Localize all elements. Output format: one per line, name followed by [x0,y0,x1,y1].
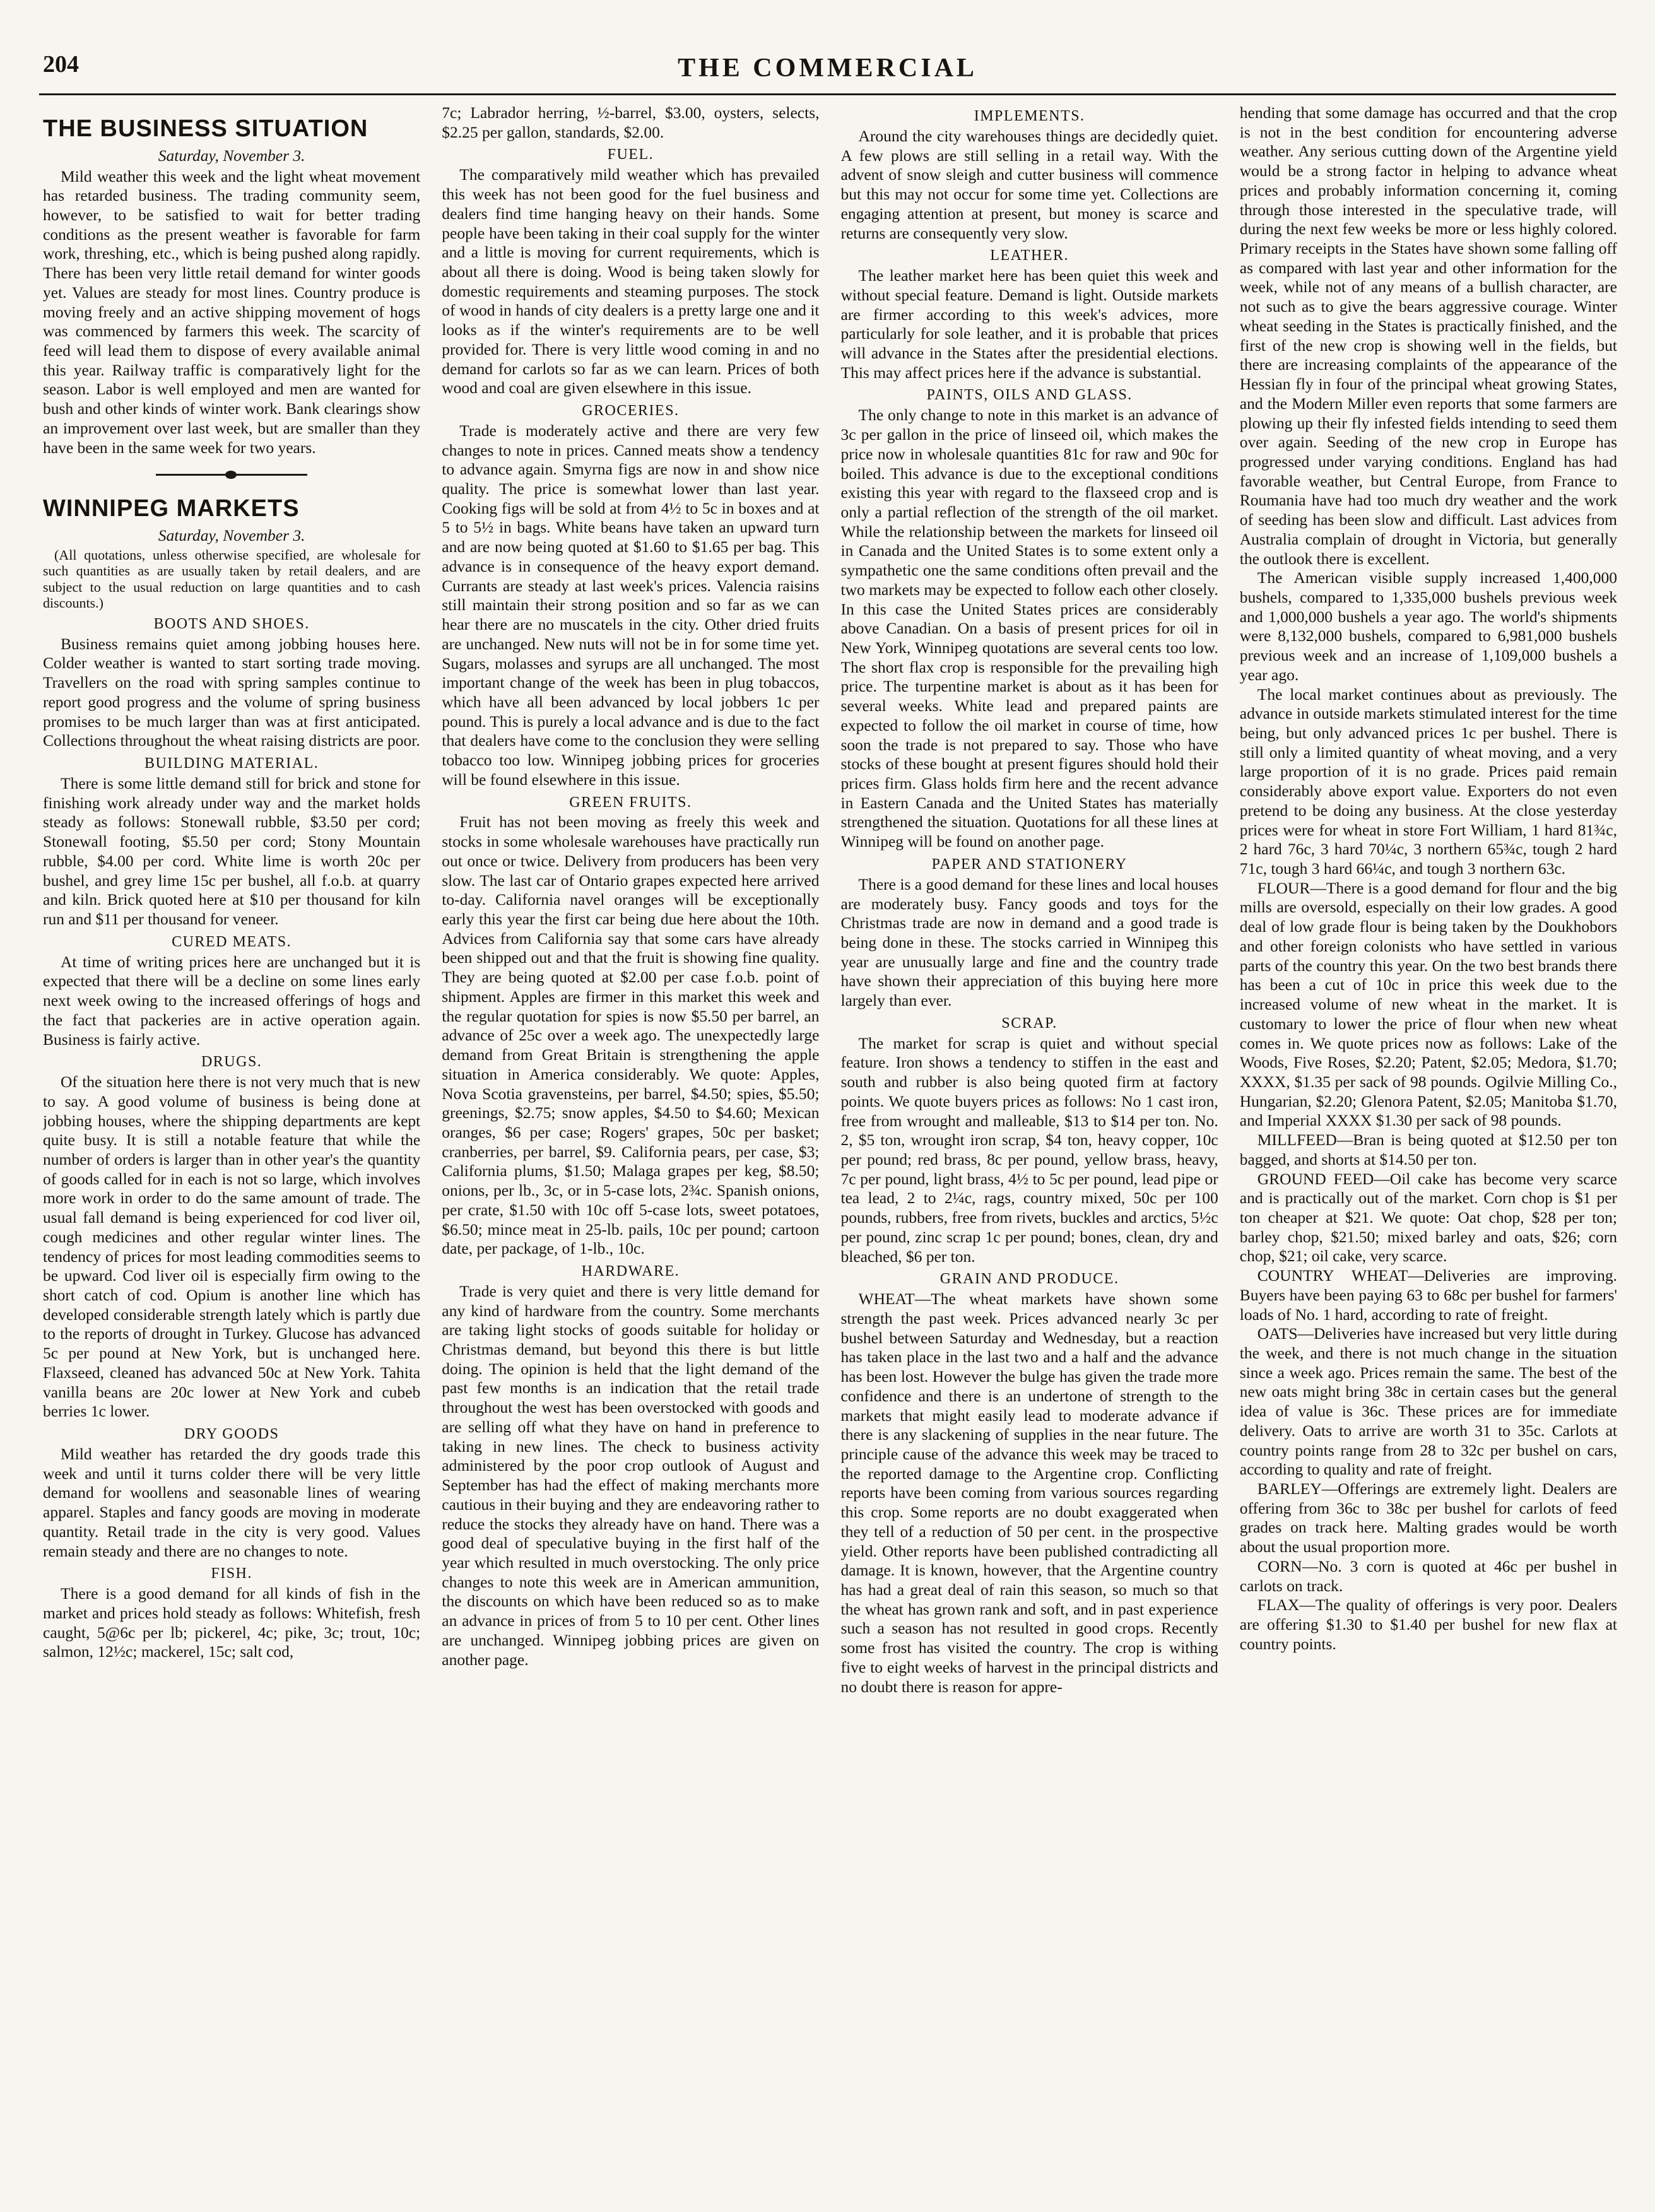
wheat-body-continued: hending that some damage has occurred and that the crop is not in the best condition for encountering adverse weather. Any serious cutting down of the Argentine yield would be a strong factor in helping to advance wheat prices and probably information concerning it, coming through those interested in the speculative trade, will during the next few weeks be more or less highly colored. Primary receipts in the States have shown some falling off as compared with last year and other information for the week, while not of any means of a bullish character, are not such as to give the bears aggressive courage. Winter wheat seeding in the States is practically finished, and the first of the new crop is showing well in the fields, but there are increasing complaints of the appearance of the Hessian fly in four of the principal wheat growing States, and the Modern Miller even reports that some farmers are plowing up their fly infested fields intending to seed them over again. Seeding of the new crop in Europe has progressed under varying conditions. England has had favorable weather, but Central Europe, from France to Roumania have had too much dry weather and the work of seeding has been slow and difficult. Last advices from Australia complain of drought in Victoria, but generally the outlook there is excellent. [1239,103,1617,568]
ground-feed-paragraph: GROUND FEED—Oil cake has become very scarce and is practically out of the market. Corn chop is $1 per ton cheaper at $21. We quote: Oat chop, $28 per ton; barley chop, $21.50; mixed barley and oats, $26; corn chop, $21; oil cake, very scarce. [1239,1169,1617,1266]
business-situation-body: Mild weather this week and the light wheat movement has retarded business. The trading community seem, however, to be satisfied to wait for better trading conditions as the present weather is favorable for farm work, threshing, etc., which is being pushed along rapidly. There has been very little retail demand for winter goods yet. Values are steady for most lines. Country produce is moving freely and an active shipping movement of hogs was commenced by farmers this week. The scarcity of feed will lead them to dispose of every available animal this year. Railway traffic is comparatively light for the season. Labor is well employed and men are wanted for bush and other kinds of winter work. Bank clearings show an improvement over last week, but are smaller than they have been in the same week for two years. [43,167,421,457]
paper-body: There is a good demand for these lines and local houses are moderately busy. Fancy goods and toys for the Christmas trade are now in demand and a good trade is being done in these. The stocks carried in Winnipeg this year are unusually large and fine and the country trade have shown their appreciation of this buying here more largely than ever. [840,874,1218,1010]
section-heading-paints: PAINTS, OILS AND GLASS. [926,387,1133,404]
section-heading-paper: PAPER AND STATIONERY [931,856,1128,873]
wheat-body: WHEAT—The wheat markets have shown some strength the past week. Prices advanced nearly 3c per bushel between Saturday and Wednesday, but a reaction has taken place in the last two and a half and the advance has been lost. However the bulge has given the trade more confidence and there is an undertone of strength to the markets that might easily lead to moderate advance if there is any slackening of supplies in the near future. The principle cause of the advance this week may be traced to the reported damage to the Argentine crop. Conflicting reports have been coming from various sources regarding this crop. Some reports are no doubt exaggerated when they tell of a reduction of 50 per cent. in the prospective yield. Other reports have been published contradicting all damage. It is known, however, that the Argentine country has had a great deal of rain this season, so much so that the wheat has grown rank and soft, and in past experience such a season has not resulted in good crops. Recently some frost has visited the country. The crop is withing five to eight weeks of harvest in the principal districts and no doubt there is reason for appre- [840,1290,1218,1696]
section-heading-green-fruits: GREEN FRUITS. [569,794,692,811]
fuel-body: The comparatively mild weather which has prevailed this week has not been good for the fuel business and dealers find time hanging heavy on their hands. Some people have been taking in their coal supply for the winter and a little is moving for current requirements, which is about all there is doing. Wood is being taken slowly for domestic requirements and steaming purposes. The stock of wood in hands of city dealers is a pretty large one and it looks as if the winter's requirements are to be well provided for. There is very little wood coming in and no demand for carlots so far as we can learn. Prices of both wood and coal are given elsewhere in this issue. [442,165,820,397]
winnipeg-markets-headline: WINNIPEG MARKETS [43,495,300,522]
cured-meats-body: At time of writing prices here are unchanged but it is expected that there will be a decline on some lines early next week owing to the increased offerings of hogs and the fact that packeries are in active operation again. Business is fairly active. [43,952,421,1049]
fish-body: There is a good demand for all kinds of fish in the market and prices hold steady as follows: Whitefish, fresh caught, 5@6c per lb; pickerel, 4c; pike, 3c; trout, 10c; salmon, 12½c; mackerel, 15c; salt cod, [43,1584,421,1661]
section-heading-scrap: SCRAP. [1001,1015,1057,1032]
winnipeg-markets-date: Saturday, November 3. [158,526,305,545]
section-heading-leather: LEATHER. [990,247,1069,264]
dry-goods-body: Mild weather has retarded the dry goods trade this week and until it turns colder there will be very little demand for woollens and seasonable lines of wearing apparel. Staples and fancy goods are moving in moderate quantity. Retail trade in the city is very good. Values remain steady and there are no changes to note. [43,1444,421,1560]
column-4 [1240,103,1617,2186]
scrap-body: The market for scrap is quiet and without special feature. Iron shows a tendency to stiffen in the east and south and rubber is also being quoted firm at factory points. We quote buyers prices as follows: No 1 cast iron, free from wrought and malleable, $13 to $14 per ton. No. 2, $5 ton, wrought iron scrap, $4 ton, heavy copper, 10c per pound; red brass, 8c per pound, yellow brass, heavy, 7c per pound, light brass, 4½ to 5c per pound, lead pipe or tea lead, 2 to 2¼c, rags, country mixed, 50c per 100 pounds, rubbers, free from rivets, buckles and arctics, 5½c per pound, zinc scrap 1c per pound; bones, clean, dry and bleached, $6 per ton. [840,1033,1218,1266]
article-columns [43,103,1617,2186]
section-heading-dry-goods: DRY GOODS [184,1426,280,1443]
column-2 [442,103,819,2186]
quotations-note: (All quotations, unless otherwise specified, are wholesale for such quantities as are usually taken by retail dealers, and are subject to the usual reduction on large quantities and to cash discounts.) [43,546,421,611]
masthead-rule [39,93,1616,95]
business-situation-headline: THE BUSINESS SITUATION [43,115,368,142]
section-heading-cured-meats: CURED MEATS. [172,933,292,950]
flour-paragraph: FLOUR—There is a good demand for flour and the big mills are oversold, especially on their low grades. A good deal of low grade flour is being taken by the Doukhobors and other foreign colonists who have settled in various parts of the country this year. On the two best brands there has been a cut of 10c in price this week due to the increased volume of new wheat in the market. It is customary to lower the price of flour when new wheat comes in. We quote prices now as follows: Lake of the Woods, Five Roses, $2.20; Patent, $2.05; Medora, $1.70; XXXX, $1.35 per sack of 98 pounds. Ogilvie Milling Co., Hungarian, $2.20; Glenora Patent, $2.05; Manitoba $1.70, and Imperial XXXX $1.30 per sack of 98 pounds. [1239,878,1617,1130]
oats-paragraph: OATS—Deliveries have increased but very little during the week, and there is not much change in the situation since a week ago. Prices remain the same. The best of the new oats might bring 38c in certain cases but the general idea of value is 36c. These prices are for immediate delivery. Oats to arrive are worth 31 to 35c. Carlots at country points range from 28 to 32c per bushel on cars, according to quality and rate of freight. [1239,1324,1617,1479]
fish-body-continued: 7c; Labrador herring, ½-barrel, $3.00, oysters, selects, $2.25 per gallon, standards, $2.00. [442,103,820,141]
flax-paragraph: FLAX—The quality of offerings is very poor. Dealers are offering $1.30 to $1.40 per bushel for new flax at country points. [1239,1596,1617,1653]
paints-body: The only change to note in this market is an advance of 3c per gallon in the price of linseed oil, which makes the price now in wholesale quantities 81c for raw and 90c for boiled. This advance is due to the exceptional conditions existing this year with regard to the flaxseed crop and is only a partial reflection of the strength of the oil market. While the relationship between the markets for linseed oil in Canada and the United States is to some extent only a sympathetic one the same conditions often prevail and the two markets may be expected to follow each other closely. In this case the United States prices are considerably above Canadian. On a basis of present prices for oil in New York, Winnipeg quotations are several cents too low. The short flax crop is responsible for the prevailing high price. The turpentine market is about as it has been for several weeks. White lead and prepared paints are expected to follow the oil market in course of time, how soon the trade is not prepared to say. Those who have stocks of these bought at present figures should hold their prices firm. Glass holds firm here and the recent advance in Eastern Canada and the United States has materially strengthened the situation. Quotations for all these lines at Winnipeg will be found on another page. [840,406,1218,851]
leather-body: The leather market here has been quiet this week and without special feature. Demand is light. Outside markets are firmer according to this week's advices, more particularly for sole leather, and it is probable that prices will advance in the States after the presidential elections. This may affect prices here if the advance is substantial. [840,266,1218,382]
section-heading-hardware: HARDWARE. [581,1262,680,1280]
visible-supply-paragraph: The American visible supply increased 1,400,000 bushels, compared to 1,335,000 bushels previous week and 1,000,000 bushels a year ago. The world's shipments were 8,132,000 bushels, compared to 6,981,000 bushels previous week and an increase of 1,109,000 bushels a year ago. [1239,568,1617,684]
business-situation-date: Saturday, November 3. [158,146,305,165]
drugs-body: Of the situation here there is not very much that is new to say. A good volume of business is being done at jobbing houses, where the shipping departments are kept quite busy. It is still a notable feature that while the number of orders is larger than in other year's the quantity of goods called for in each is not so large, which involves more work in order to do the same amount of trade. The usual fall demand is being experienced for cod liver oil, cough medicines and other regular winter lines. The tendency of prices for most leading commodities seems to be upward. Cod liver oil is especially firm owing to the short catch of cod. Opium is another line which has developed considerable strength lately which is partly due to the reports of drought in Turkey. Glucose has advanced 5c per pound at New York, but is unchanged here. Flaxseed, cleaned has advanced 50c at New York. Tahita vanilla beans are 20c lower at New York and cubeb berries 1c lower. [43,1073,421,1421]
green-fruits-body: Fruit has not been moving as freely this week and stocks in some wholesale warehouses have practically run out once or twice. Delivery from producers has been very slow. The last car of Ontario grapes expected here arrived to-day. California navel oranges will be exceptionally early this year the first car being due here about the 10th. Advices from California say that some cars have already been shipped out and that the fruit is showing fine quality. They are being quoted at $2.00 per case f.o.b. point of shipment. Apples are firmer in this market this week and the regular quotation for spies is now $5.50 per barrel, an advance of 25c over a week ago. The unexpectedly large demand from Great Britain is strengthening the apple situation in America considerably. We quote: Apples, Nova Scotia gravensteins, per barrel, $4.50; spies, $5.50; greenings, $2.75; snow apples, $4.50 to $4.60; Mexican oranges, $6 per case; Rogers' grapes, 50c per basket; cranberries, per barrel, $9. California pears, per case, $3; California plums, $1.50; Malaga grapes per keg, $8.50; onions, per lb., 3c, or in 5-case lots, 2¾c. Spanish onions, per crate, $1.50 with 10c off 5-case lots, sweet potatoes, $6.50; mince meat in 25-lb. pails, 10c per pound; cartoon date, per package, of 1-lb., 10c. [442,813,820,1258]
column-3 [841,103,1218,2186]
section-heading-building: BUILDING MATERIAL. [144,755,319,772]
corn-paragraph: CORN—No. 3 corn is quoted at 46c per bushel in carlots on track. [1239,1556,1617,1595]
boots-body: Business remains quiet among jobbing houses here. Colder weather is wanted to start sorting trade moving. Travellers on the road with spring samples continue to report good progress and the volume of spring business promises to be much larger than was at first anticipated. Collections throughout the wheat raising districts are poor. [43,634,421,750]
section-divider [156,474,307,476]
implements-body: Around the city warehouses things are decidedly quiet. A few plows are still selling in a retail way. With the advent of snow sleigh and cutter business will commence but this may not occur for some time yet. Collections are engaging attention at present, but money is scarce and returns are consequently very slow. [840,126,1218,242]
section-heading-fuel: FUEL. [607,146,654,163]
country-wheat-paragraph: COUNTRY WHEAT—Deliveries are improving. Buyers have been paying 63 to 68c per bushel for farmers' loads of No. 1 hard, according to rate of freight. [1239,1266,1617,1324]
local-market-paragraph: The local market continues about as previously. The advance in outside markets stimulated interest for the time being, but only advanced prices 1c per bushel. There is still only a limited quantity of wheat moving, and a very large proportion of it is no grade. Prices paid remain considerably above export value. Exporters do not even pretend to be doing any business. At the close yesterday prices were for wheat in store Fort William, 1 hard 81¾c, 2 hard 76c, 3 hard 70¼c, 3 northern 65¾c, tough 2 hard 71c, tough 3 hard 66¼c, and tough 3 northern 63c. [1239,685,1617,878]
groceries-body: Trade is moderately active and there are very few changes to note in prices. Canned meats show a tendency to advance again. Smyrna figs are now in and show nice quality. The price is somewhat lower than last year. Cooking figs will be sold at from 4½ to 5c in boxes and at 5 to 5½ in bags. White beans have taken an upward turn and are now being quoted at $1.60 to $1.65 per bag. This advance is in consequence of the heavy export demand. Currants are steady at last week's prices. Valencia raisins still maintain their strong position and so far as we can hear there are no muscatels in the city. Other dried fruits are unchanged. New nuts will not be in for some time yet. Sugars, molasses and syrups are all unchanged. The most important change of the week has been in plug tobaccos, which have all been advanced by local jobbers 1c per pound. This is purely a local advance and is due to the fact that dealers have come to the conclusion they were selling tobacco too low. Winnipeg jobbing prices for groceries will be found elsewhere in this issue. [442,421,820,789]
section-heading-boots: BOOTS AND SHOES. [153,615,310,632]
hardware-body: Trade is very quiet and there is very little demand for any kind of hardware from the country. Some merchants are taking light stocks of goods suitable for holiday or Christmas demand, but beyond this there is but little doing. The opinion is held that the light demand of the past few months is an indication that the retail trade throughout the west has been overstocked with goods and are selling off what they have on hand in preference to taking in new lines. The check to business activity administered by the poor crop outlook of August and September has had the effect of making merchants more cautious in their buying and they are endeavoring rather to reduce the stocks they already have on hand. There was a good deal of speculative buying in the first half of the year which resulted in much overstocking. The only price changes to note this week are in American ammunition, the discounts on which have been reduced so as to make an advance in prices of from 5 to 10 per cent. Other lines are unchanged. Winnipeg jobbing prices are given on another page. [442,1281,820,1669]
millfeed-paragraph: MILLFEED—Bran is being quoted at $12.50 per ton bagged, and shorts at $14.50 per ton. [1239,1131,1617,1168]
section-heading-drugs: DRUGS. [201,1054,262,1071]
masthead: THE COMMERCIAL [678,54,977,83]
barley-paragraph: BARLEY—Offerings are extremely light. Dealers are offering from 36c to 38c per bushel for carlots of feed grades on track here. Malting grades would be worth about the usual proportion more. [1239,1480,1617,1556]
building-body: There is some little demand still for brick and stone for finishing work already under way and the market holds steady as follows: Stonewall rubble, $3.50 per cord; Stonewall footing, $5.50 per cord; Stony Mountain rubble, $4.00 per cord. White lime is worth 20c per bushel, and grey lime 15c per bushel, all f.o.b. at quarry and kiln. Brick quoted here at $10 per thousand for kiln run and $11 per thousand for veneer. [43,774,421,928]
section-heading-implements: IMPLEMENTS. [974,108,1085,124]
section-heading-fish: FISH. [211,1565,252,1582]
column-1 [43,103,420,2186]
page-number: 204 [43,51,79,78]
section-heading-groceries: GROCERIES. [582,402,680,419]
section-heading-grain: GRAIN AND PRODUCE. [939,1271,1119,1288]
